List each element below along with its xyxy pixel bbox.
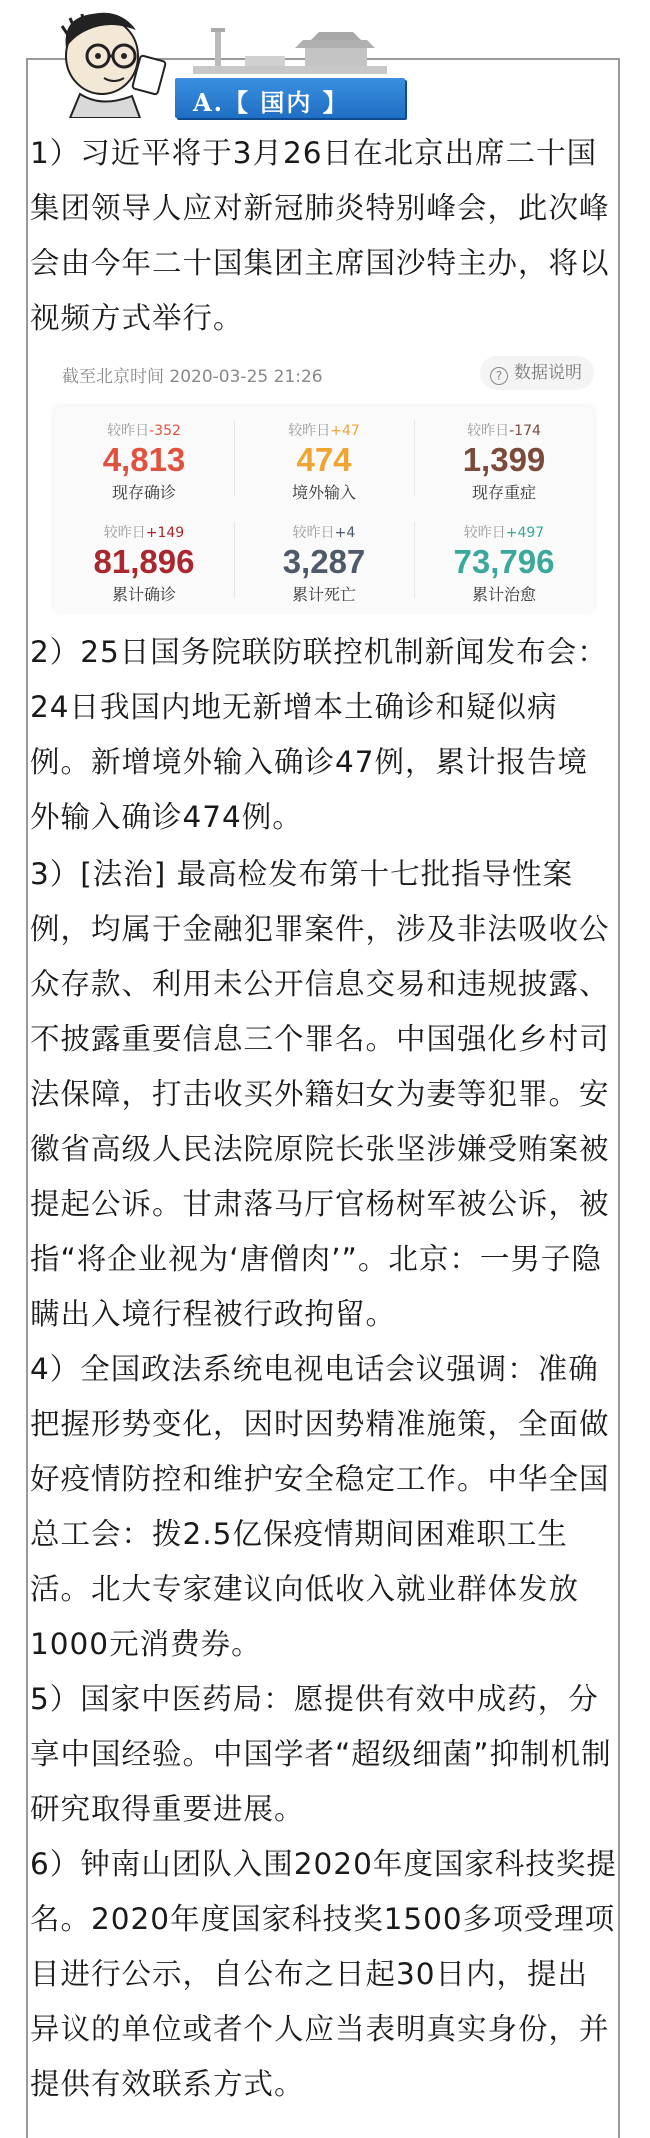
news-item-2: 2）25日国务院联防联控机制新闻发布会：24日我国内地无新增本土确诊和疑似病例。新增境外输入确诊47例，累计报告境外输入确诊474例。 — [30, 635, 608, 834]
cartoon-reader-icon — [40, 8, 190, 118]
news-item-3: 3）[法治] 最高检发布第十七批指导性案例，均属于金融犯罪案件，涉及非法吸收公众存款、利用未公开信息交易和违规披露、不披露重要信息三个罪名。中国强化乡村司法保障，打击收买外籍妇女为妻等犯罪。安徽省高级人民法院原院长张坚涉嫌受贿案被提起公诉。甘肃落马厅官杨树军被公诉，被指“将企业视为‘唐僧肉’”。北京：一男子隐瞒出入境行程被行政拘留。 — [30, 857, 610, 1331]
stat-value: 4,813 — [102, 441, 186, 478]
stat-imported — [234, 406, 414, 506]
stat-delta: -174 — [509, 423, 541, 439]
news-item-4: 4）全国政法系统电视电话会议强调：准确把握形势变化，因时因势精准施策，全面做好疫情防控和维护安全稳定工作。中华全国总工会：拨2.5亿保疫情期间困难职工生活。北大专家建议向低收入就业群体发放1000元消费券。 — [30, 1352, 610, 1661]
stat-label: 现存重症 — [471, 483, 536, 502]
stat-value: 81,896 — [93, 543, 195, 580]
stat-total-recovered — [414, 508, 594, 608]
stat-delta: +149 — [145, 525, 185, 541]
stat-value: 73,796 — [453, 543, 555, 580]
news-item-5: 5）国家中医药局：愿提供有效中成药，分享中国经验。中国学者“超级细菌”抑制机制研究取得重要进展。 — [30, 1682, 612, 1826]
stat-delta-prefix: 较昨日 — [463, 525, 506, 541]
section-header — [40, 8, 370, 118]
stat-delta: -352 — [149, 423, 181, 439]
stat-label: 累计治愈 — [471, 585, 536, 604]
stat-delta: +4 — [334, 525, 356, 541]
stat-value: 474 — [296, 441, 352, 478]
epidemic-stats-card — [36, 350, 612, 618]
stat-current-confirmed — [54, 406, 234, 506]
stat-value: 3,287 — [282, 543, 366, 580]
stat-delta-prefix: 较昨日 — [103, 525, 146, 541]
stat-label: 现存确诊 — [111, 483, 176, 502]
section-title: A.【 国内 】 — [193, 88, 349, 117]
news-item-6: 6）钟南山团队入围2020年度国家科技奖提名。2020年度国家科技奖1500多项受理项目进行公示，自公布之日起30日内，提出异议的单位或者个人应当表明真实身份，并提供有效联系方式。 — [30, 1847, 617, 2101]
stats-grid — [54, 406, 594, 612]
stats-timestamp: 截至北京时间 2020-03-25 21:26 — [62, 367, 323, 387]
stats-card-header — [54, 362, 594, 392]
stat-delta-prefix: 较昨日 — [467, 423, 510, 439]
stat-total-deaths — [234, 508, 414, 608]
stat-label: 累计确诊 — [111, 585, 176, 604]
stat-label: 累计死亡 — [291, 585, 356, 604]
tiananmen-skyline-icon — [185, 26, 395, 78]
question-icon: ? — [490, 367, 508, 385]
section-banner — [175, 78, 405, 118]
news-item-1: 1）习近平将于3月26日在北京出席二十国集团领导人应对新冠肺炎特别峰会，此次峰会由今年二十国集团主席国沙特主办，将以视频方式举行。 — [30, 136, 610, 335]
stat-delta-prefix: 较昨日 — [292, 525, 335, 541]
stat-delta-prefix: 较昨日 — [107, 423, 150, 439]
stat-delta-prefix: 较昨日 — [288, 423, 331, 439]
data-note-button[interactable] — [480, 356, 594, 390]
stat-delta: +47 — [330, 423, 360, 439]
stat-value: 1,399 — [462, 441, 546, 478]
stat-total-confirmed — [54, 508, 234, 608]
data-note-label: 数据说明 — [514, 363, 582, 383]
stat-delta: +497 — [505, 525, 545, 541]
stat-label: 境外输入 — [291, 483, 356, 502]
stat-current-severe — [414, 406, 594, 506]
